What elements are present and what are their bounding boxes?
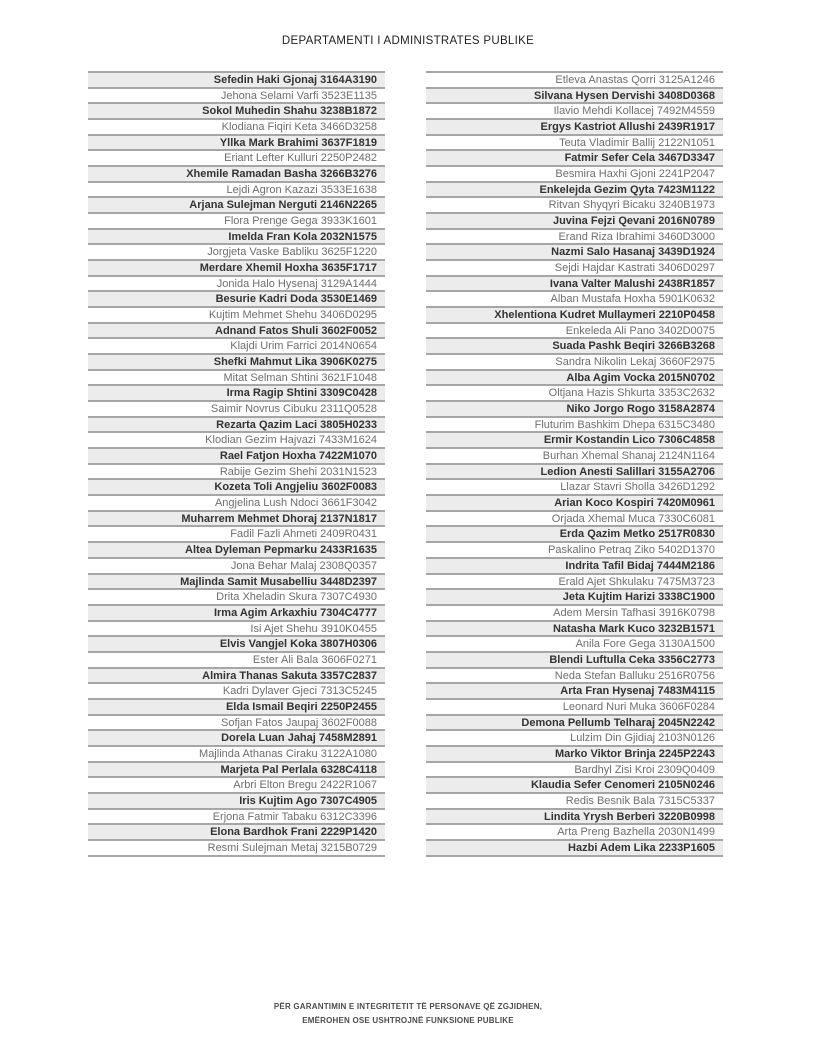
- table-row: Alba Agim Vocka 2015N0702: [426, 369, 723, 385]
- table-row: Redis Besnik Bala 7315C5337: [426, 792, 723, 808]
- table-row: Nazmi Salo Hasanaj 3439D1924: [426, 243, 723, 259]
- names-column-left: [88, 71, 385, 857]
- table-row: Besurie Kadri Doda 3530E1469: [88, 290, 385, 306]
- table-row: Adem Mersin Tafhasi 3916K0798: [426, 604, 723, 620]
- table-row: Kozeta Toli Angjeliu 3602F0083: [88, 478, 385, 494]
- table-row: Sejdi Hajdar Kastrati 3406D0297: [426, 259, 723, 275]
- table-row: Klajdi Urim Farrici 2014N0654: [88, 337, 385, 353]
- table-row: Sefedin Haki Gjonaj 3164A3190: [88, 71, 385, 87]
- table-row: Arta Fran Hysenaj 7483M4115: [426, 682, 723, 698]
- table-row: Xhemile Ramadan Basha 3266B3276: [88, 165, 385, 181]
- table-row: Lejdi Agron Kazazi 3533E1638: [88, 181, 385, 197]
- table-row: Resmi Sulejman Metaj 3215B0729: [88, 839, 385, 855]
- table-row: Jona Behar Malaj 2308Q0357: [88, 557, 385, 573]
- table-row: Lindita Yrysh Berberi 3220B0998: [426, 808, 723, 824]
- table-row: Imelda Fran Kola 2032N1575: [88, 228, 385, 244]
- table-row: Enkelejda Gezim Qyta 7423M1122: [426, 181, 723, 197]
- table-row: Natasha Mark Kuco 3232B1571: [426, 620, 723, 636]
- table-row: Fatmir Sefer Cela 3467D3347: [426, 149, 723, 165]
- table-row: Merdare Xhemil Hoxha 3635F1717: [88, 259, 385, 275]
- table-row: Klodian Gezim Hajvazi 7433M1624: [88, 431, 385, 447]
- table-row: Sandra Nikolin Lekaj 3660F2975: [426, 353, 723, 369]
- table-row: Almira Thanas Sakuta 3357C2837: [88, 667, 385, 683]
- table-row: Fadil Fazli Ahmeti 2409R0431: [88, 525, 385, 541]
- table-row: Irma Agim Arkaxhiu 7304C4777: [88, 604, 385, 620]
- table-row: Marko Viktor Brinja 2245P2243: [426, 745, 723, 761]
- table-row: Teuta Vladimir Ballij 2122N1051: [426, 134, 723, 150]
- table-row: Fluturim Bashkim Dhepa 6315C3480: [426, 416, 723, 432]
- table-row: Sofjan Fatos Jaupaj 3602F0088: [88, 714, 385, 730]
- table-row: Jeta Kujtim Harizi 3338C1900: [426, 588, 723, 604]
- table-row: Neda Stefan Balluku 2516R0756: [426, 667, 723, 683]
- table-row: Xhelentiona Kudret Mullaymeri 2210P0458: [426, 306, 723, 322]
- table-row: Elda Ismail Beqiri 2250P2455: [88, 698, 385, 714]
- table-row: Muharrem Mehmet Dhoraj 2137N1817: [88, 510, 385, 526]
- table-row: Elvis Vangjel Koka 3807H0306: [88, 635, 385, 651]
- table-row: Silvana Hysen Dervishi 3408D0368: [426, 87, 723, 103]
- names-table: [88, 71, 723, 857]
- table-row: Ivana Valter Malushi 2438R1857: [426, 275, 723, 291]
- table-row: Erjona Fatmir Tabaku 6312C3396: [88, 808, 385, 824]
- names-column-right: [426, 71, 723, 857]
- table-row: Marjeta Pal Perlala 6328C4118: [88, 761, 385, 777]
- table-row: Sokol Muhedin Shahu 3238B1872: [88, 102, 385, 118]
- table-row: Ergys Kastriot Allushi 2439R1917: [426, 118, 723, 134]
- table-row: Hazbi Adem Lika 2233P1605: [426, 839, 723, 855]
- table-row: Burhan Xhemal Shanaj 2124N1164: [426, 447, 723, 463]
- table-row: Llazar Stavri Sholla 3426D1292: [426, 478, 723, 494]
- table-row: Jonida Halo Hysenaj 3129A1444: [88, 275, 385, 291]
- table-row: Enkeleda Ali Pano 3402D0075: [426, 322, 723, 338]
- table-row: Suada Pashk Beqiri 3266B3268: [426, 337, 723, 353]
- table-row: Paskalino Petraq Ziko 5402D1370: [426, 541, 723, 557]
- table-row: Niko Jorgo Rogo 3158A2874: [426, 400, 723, 416]
- table-row: Blendi Luftulla Ceka 3356C2773: [426, 651, 723, 667]
- table-row: Saimir Novrus Cibuku 2311Q0528: [88, 400, 385, 416]
- table-row: Jorgjeta Vaske Babliku 3625F1220: [88, 243, 385, 259]
- table-row: Ilavio Mehdi Kollacej 7492M4559: [426, 102, 723, 118]
- table-row: Ermir Kostandin Lico 7306C4858: [426, 431, 723, 447]
- table-row: Angjelina Lush Ndoci 3661F3042: [88, 494, 385, 510]
- table-row: Rabije Gezim Shehi 2031N1523: [88, 463, 385, 479]
- table-row: Klodiana Fiqiri Keta 3466D3258: [88, 118, 385, 134]
- table-row: Yllka Mark Brahimi 3637F1819: [88, 134, 385, 150]
- footer-line-2: EMËROHEN OSE USHTROJNË FUNKSIONE PUBLIKE: [302, 1016, 514, 1025]
- table-row: Arta Preng Bazhella 2030N1499: [426, 823, 723, 839]
- table-row: Drita Xheladin Skura 7307C4930: [88, 588, 385, 604]
- table-row: Klaudia Sefer Cenomeri 2105N0246: [426, 776, 723, 792]
- table-row: Rael Fatjon Hoxha 7422M1070: [88, 447, 385, 463]
- table-row: Erand Riza Ibrahimi 3460D3000: [426, 228, 723, 244]
- table-row: Adnand Fatos Shuli 3602F0052: [88, 322, 385, 338]
- table-row: Dorela Luan Jahaj 7458M2891: [88, 729, 385, 745]
- table-row: Anila Fore Gega 3130A1500: [426, 635, 723, 651]
- table-row: Isi Ajet Shehu 3910K0455: [88, 620, 385, 636]
- table-row: Shefki Mahmut Lika 3906K0275: [88, 353, 385, 369]
- table-row: Rezarta Qazim Laci 3805H0233: [88, 416, 385, 432]
- table-row: Altea Dyleman Pepmarku 2433R1635: [88, 541, 385, 557]
- table-row: Juvina Fejzi Qevani 2016N0789: [426, 212, 723, 228]
- table-row: Ester Ali Bala 3606F0271: [88, 651, 385, 667]
- table-row: Bardhyl Zisi Kroi 2309Q0409: [426, 761, 723, 777]
- table-row: Arbri Elton Bregu 2422R1067: [88, 776, 385, 792]
- table-row: Besmira Haxhi Gjoni 2241P2047: [426, 165, 723, 181]
- table-row: Orjada Xhemal Muca 7330C6081: [426, 510, 723, 526]
- table-row: Irma Ragip Shtini 3309C0428: [88, 384, 385, 400]
- table-row: Elona Bardhok Frani 2229P1420: [88, 823, 385, 839]
- table-row: Majlinda Athanas Ciraku 3122A1080: [88, 745, 385, 761]
- table-row: Flora Prenge Gega 3933K1601: [88, 212, 385, 228]
- table-row: Ritvan Shyqyri Bicaku 3240B1973: [426, 196, 723, 212]
- table-row: Mitat Selman Shtini 3621F1048: [88, 369, 385, 385]
- table-row: Alban Mustafa Hoxha 5901K0632: [426, 290, 723, 306]
- table-row: Indrita Tafil Bidaj 7444M2186: [426, 557, 723, 573]
- table-row: Majlinda Samit Musabelliu 3448D2397: [88, 573, 385, 589]
- footer-note: [0, 1000, 816, 1028]
- table-row: Leonard Nuri Muka 3606F0284: [426, 698, 723, 714]
- table-row: Jehona Selami Varfi 3523E1135: [88, 87, 385, 103]
- table-row: Kujtim Mehmet Shehu 3406D0295: [88, 306, 385, 322]
- page-title: DEPARTAMENTI I ADMINISTRATES PUBLIKE: [281, 35, 535, 47]
- table-row: Eriant Lefter Kulluri 2250P2482: [88, 149, 385, 165]
- table-row: Kadri Dylaver Gjeci 7313C5245: [88, 682, 385, 698]
- table-row: Oltjana Hazis Shkurta 3353C2632: [426, 384, 723, 400]
- table-row: Arian Koco Kospiri 7420M0961: [426, 494, 723, 510]
- footer-line-1: PËR GARANTIMIN E INTEGRITETIT TË PERSONAVE QË ZGJIDHEN,: [273, 1002, 543, 1011]
- table-row: Erald Ajet Shkulaku 7475M3723: [426, 573, 723, 589]
- table-row: Arjana Sulejman Nerguti 2146N2265: [88, 196, 385, 212]
- table-row: Demona Pellumb Telharaj 2045N2242: [426, 714, 723, 730]
- table-row: Erda Qazim Metko 2517R0830: [426, 525, 723, 541]
- table-row: Iris Kujtim Ago 7307C4905: [88, 792, 385, 808]
- table-row: Etleva Anastas Qorri 3125A1246: [426, 71, 723, 87]
- table-row: Ledion Anesti Salillari 3155A2706: [426, 463, 723, 479]
- table-row: Lulzim Din Gjidiaj 2103N0126: [426, 729, 723, 745]
